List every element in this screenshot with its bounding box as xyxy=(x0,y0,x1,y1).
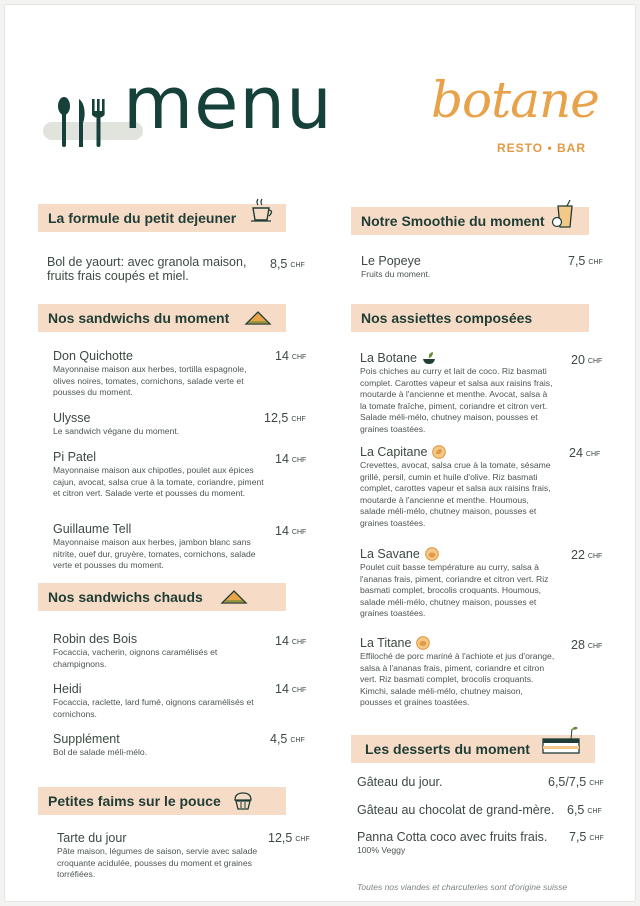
shrimp-icon xyxy=(432,445,446,459)
item-price: 6,5 CHF xyxy=(567,803,602,817)
item-name: Panna Cotta coco avec fruits frais. xyxy=(357,830,548,844)
item-name: Gâteau au chocolat de grand-mère. xyxy=(357,803,555,817)
section-title: La formule du petit dejeuner xyxy=(48,210,237,226)
section-header-small-bites xyxy=(38,787,286,815)
item-name: Bol de yaourt: avec granola maison, fruits frais coupés et miel. xyxy=(47,255,247,283)
cupcake-icon xyxy=(232,791,254,811)
item-price: 8,5 CHF xyxy=(270,257,305,271)
section-header-smoothie xyxy=(351,207,589,235)
item-price: 22 CHF xyxy=(571,548,603,562)
item-description: 100% Veggy xyxy=(357,845,406,855)
menu-item xyxy=(57,831,267,881)
brand-name: botane xyxy=(431,71,599,129)
item-name: Gâteau du jour. xyxy=(357,775,443,789)
item-price: 6,5/7,5 CHF xyxy=(548,775,604,789)
section-title: Nos assiettes composées xyxy=(361,310,533,326)
item-description: Mayonnaise maison aux chipotles, poulet aux épices cajun, avocat, salsa crue à la tomate, coriandre, piment et citron vert. Salade verte et pousses du moment. xyxy=(53,465,264,499)
item-description: Fruits du moment. xyxy=(361,269,431,279)
menu-item xyxy=(53,732,268,759)
section-title: Notre Smoothie du moment xyxy=(361,213,545,229)
section-header-hot-sandwiches xyxy=(38,583,286,611)
item-price: 14 CHF xyxy=(275,682,307,696)
coffee-cup-icon xyxy=(248,196,276,224)
leaf-bowl-icon xyxy=(422,351,436,365)
item-name: Supplément xyxy=(53,732,120,746)
item-description: Crevettes, avocat, salsa crue à la tomate, sésame grillé, persil, cumin et huile d'olive. Riz basmati complet, carottes vapeur et salsa aux raisins frais, moutarde à l'ancienne et menthe. Houmous, salade méli-mélo, chutney maison, pousses et graines toastées. xyxy=(360,460,551,528)
section-header-breakfast xyxy=(38,204,286,232)
menu-item xyxy=(360,445,555,530)
menu-item xyxy=(357,803,557,817)
menu-page xyxy=(4,4,636,902)
item-description: Bol de salade méli-mélo. xyxy=(53,747,148,757)
item-name: Robin des Bois xyxy=(53,632,138,646)
menu-item xyxy=(53,450,268,500)
sandwich-icon xyxy=(244,309,272,327)
section-title: Les desserts du moment xyxy=(365,741,530,757)
item-price: 14 CHF xyxy=(275,452,307,466)
menu-item xyxy=(53,682,268,720)
item-price: 14 CHF xyxy=(275,634,307,648)
item-description: Pois chiches au curry et lait de coco. Riz basmati complet. Carottes vapeur et salsa aux raisins frais, moutarde à l'ancienne et menthe. Avocat, salsa à la tomate fraîche, piment, coriandre et citron vert. Salade méli-mélo, chutney maison, pousses et graines toastées. xyxy=(360,366,553,434)
item-name: Le Popeye xyxy=(361,254,421,268)
menu-item xyxy=(53,632,268,670)
item-name: La Titane xyxy=(360,636,412,650)
item-name: Pi Patel xyxy=(53,450,97,464)
item-price: 14 CHF xyxy=(275,349,307,363)
sandwich-icon xyxy=(220,588,248,606)
item-price: 7,5 CHF xyxy=(569,830,604,844)
item-description: Focaccia, raclette, lard fumé, oignons caramélisés et cornichons. xyxy=(53,697,254,719)
menu-item xyxy=(360,351,555,436)
item-price: 4,5 CHF xyxy=(270,732,305,746)
item-description: Effiloché de porc mariné à l'achiote et jus d'orange, salsa à l'ananas frais, piment, coriandre et citron vert. Riz basmati complet, brocolis croquants. Kimchi, salade méli-mélo, chutney maison, pousses et graines toastées. xyxy=(360,651,555,708)
item-price: 12,5 CHF xyxy=(268,831,310,845)
menu-item xyxy=(361,254,561,281)
menu-item xyxy=(53,411,268,438)
item-name: Heidi xyxy=(53,682,82,696)
item-price: 28 CHF xyxy=(571,638,603,652)
item-description: Mayonnaise maison aux herbes, jambon blanc sans nitrite, ouef dur, gruyère, tomates, cornichons, salade verte et pousses du moment. xyxy=(53,537,256,571)
menu-item xyxy=(360,547,555,620)
item-price: 24 CHF xyxy=(569,446,601,460)
item-name: Guillaume Tell xyxy=(53,522,132,536)
item-name: Don Quichotte xyxy=(53,349,133,363)
item-name: Ulysse xyxy=(53,411,91,425)
footnote: Toutes nos viandes et charcuteries sont d'origine suisse xyxy=(357,882,568,892)
menu-item xyxy=(360,636,555,709)
section-title: Nos sandwichs du moment xyxy=(48,310,230,326)
item-price: 14 CHF xyxy=(275,524,307,538)
section-header-desserts xyxy=(351,735,595,763)
menu-item xyxy=(357,830,557,857)
pork-icon xyxy=(416,636,430,650)
section-title: Nos sandwichs chauds xyxy=(48,589,203,605)
item-description: Le sandwich végane du moment. xyxy=(53,426,180,436)
item-price: 7,5 CHF xyxy=(568,254,603,268)
item-name: Tarte du jour xyxy=(57,831,127,845)
item-name: La Savane xyxy=(360,547,420,561)
section-header-sandwiches xyxy=(38,304,286,332)
item-description: Pâte maison, légumes de saison, servie avec salade croquante acidulée, pousses du moment et graines torréfiées. xyxy=(57,846,258,880)
menu-item xyxy=(53,349,268,399)
cutlery-icon xyxy=(55,97,115,149)
chicken-icon xyxy=(425,547,439,561)
brand-subtitle: RESTO • BAR xyxy=(497,141,586,155)
menu-title: menu xyxy=(123,61,333,145)
item-price: 20 CHF xyxy=(571,353,603,367)
item-name: La Capitane xyxy=(360,445,428,459)
menu-item xyxy=(357,775,557,789)
item-description: Mayonnaise maison aux herbes, tortilla espagnole, olives noires, tomates, cornichons, salade verte et pousses du moment. xyxy=(53,364,247,398)
item-price: 12,5 CHF xyxy=(264,411,306,425)
cake-slice-icon xyxy=(541,725,581,757)
section-title: Petites faims sur le pouce xyxy=(48,793,221,809)
item-name: La Botane xyxy=(360,351,417,365)
item-description: Focaccia, vacherin, oignons caramélisés et champignons. xyxy=(53,647,218,669)
section-header-plates xyxy=(351,304,589,332)
item-description: Poulet cuit basse température au curry, salsa à l'ananas frais, piment, coriandre et citron vert. Riz basmati complet, brocolis croquants. Houmous, salade méli-mélo, chutney maison, pousses et graines toastées. xyxy=(360,562,549,619)
brand-logo xyxy=(431,71,601,165)
smoothie-glass-icon xyxy=(551,200,577,230)
menu-item xyxy=(47,255,257,283)
menu-item xyxy=(53,522,268,572)
